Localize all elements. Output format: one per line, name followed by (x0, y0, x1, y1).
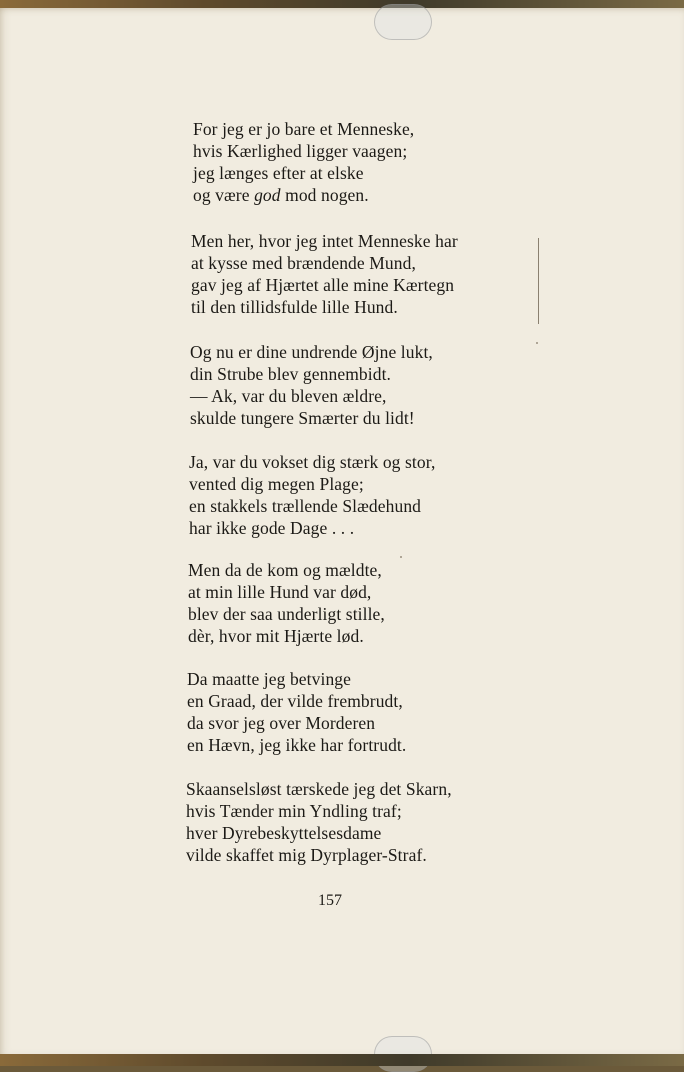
poem-line: en Hævn, jeg ikke har fortrudt. (187, 735, 407, 755)
poem-line: hvis Tænder min Yndling traf; (186, 801, 402, 821)
poem-line: Og nu er dine undrende Øjne lukt, (190, 342, 433, 362)
poem-line: dèr, hvor mit Hjærte lød. (188, 626, 364, 646)
poem-line: en Graad, der vilde frembrudt, (187, 691, 403, 711)
poem-line: jeg længes efter at elske (193, 163, 364, 183)
poem-line: til den tillidsfulde lille Hund. (191, 297, 398, 317)
poem-line: Men her, hvor jeg intet Menneske har (191, 231, 458, 251)
stanza-2 (191, 230, 458, 318)
stanza-6 (187, 668, 406, 756)
poem-line: skulde tungere Smærter du lidt! (190, 408, 415, 428)
poem-line: For jeg er jo bare et Menneske, (193, 119, 415, 139)
poem-line: — Ak, var du bleven ældre, (190, 386, 387, 406)
page-speck (536, 342, 538, 344)
page-speck (400, 556, 402, 558)
poem-line: vilde skaffet mig Dyrplager-Straf. (186, 845, 427, 865)
stanza-3 (190, 341, 433, 429)
page-number: 157 (318, 892, 342, 909)
poem-line: har ikke gode Dage . . . (189, 518, 355, 538)
poem-line: at kysse med brændende Mund, (191, 253, 416, 273)
book-page (0, 8, 684, 1054)
poem-line: gav jeg af Hjærtet alle mine Kærtegn (191, 275, 455, 295)
emphasized-word: god (254, 185, 281, 205)
poem-line: hver Dyrebeskyttelsesdame (186, 823, 382, 843)
poem-line: at min lille Hund var død, (188, 582, 372, 602)
poem-line: Men da de kom og mældte, (188, 560, 382, 580)
stanza-4 (189, 451, 435, 539)
stanza-5 (188, 559, 385, 647)
poem-line: Da maatte jeg betvinge (187, 669, 352, 689)
poem-line: blev der saa underligt stille, (188, 604, 385, 624)
bottom-edge (0, 1054, 684, 1066)
page-clip-top (374, 4, 432, 40)
poem-line-emphasis: og være god mod nogen. (193, 185, 369, 205)
poem-line: Ja, var du vokset dig stærk og stor, (189, 452, 436, 472)
margin-pencil-mark (538, 238, 539, 324)
poem-line: din Strube blev gennembidt. (190, 364, 392, 384)
poem-line: vented dig megen Plage; (189, 474, 364, 494)
poem-line: hvis Kærlighed ligger vaagen; (193, 141, 408, 161)
poem-line: Skaanselsløst tærskede jeg det Skarn, (186, 779, 452, 799)
poem-line: en stakkels trællende Slædehund (189, 496, 422, 516)
poem-line: da svor jeg over Morderen (187, 713, 376, 733)
stanza-7 (186, 778, 452, 866)
stanza-1 (193, 118, 414, 206)
